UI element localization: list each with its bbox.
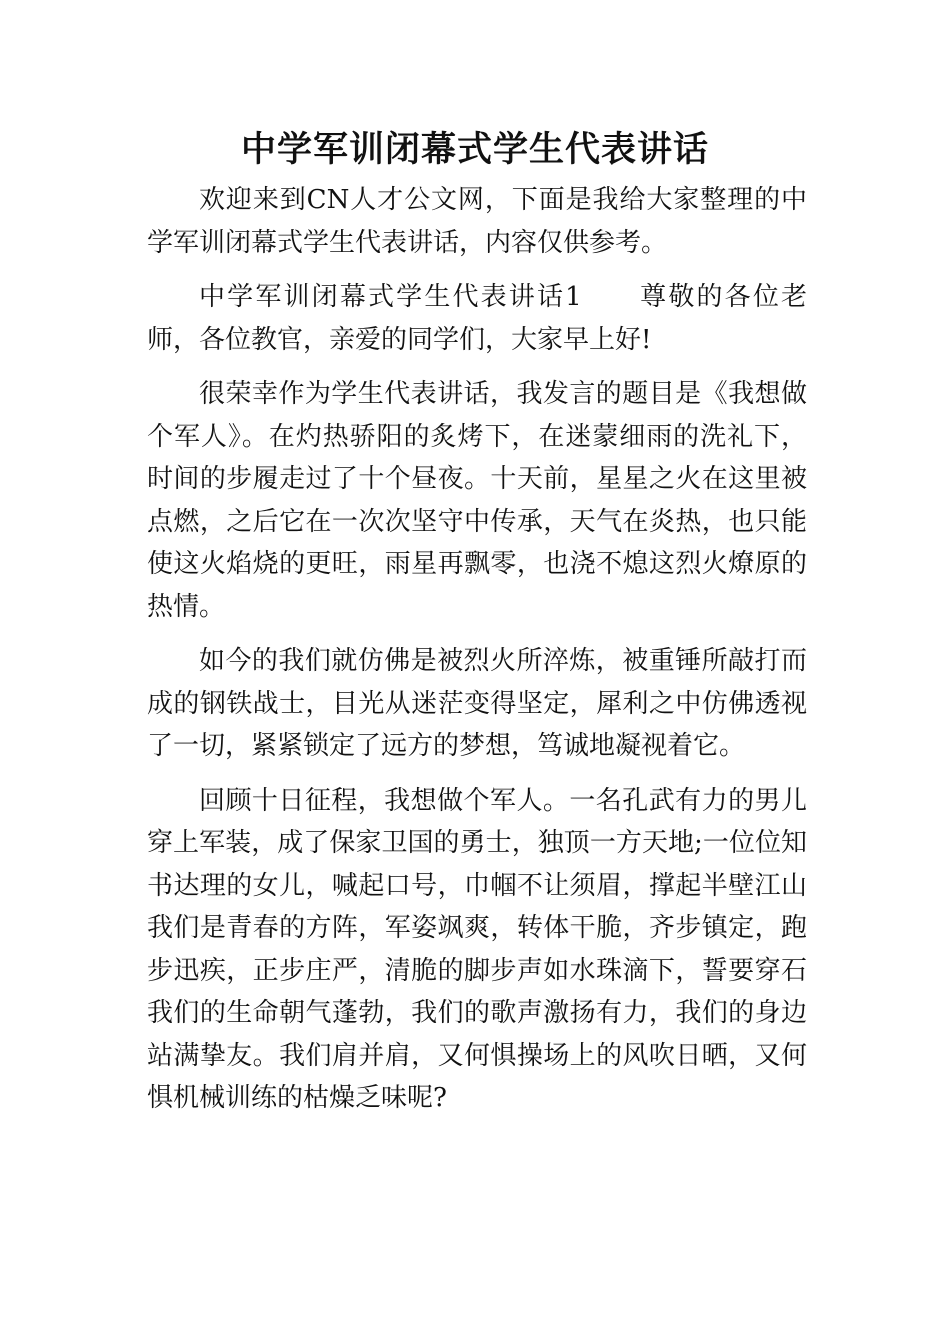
paragraph-body-1: 很荣幸作为学生代表讲话，我发言的题目是《我想做个军人》。在灼热骄阳的炙烤下，在迷蒙细雨的洗礼下，时间的步履走过了十个昼夜。十天前，星星之火在这里被点燃，之后它在一次次坚守中传承，天气在炎热，也只能使这火焰烧的更旺，雨星再飘零，也浇不熄这烈火燎原的热情。 [147,379,807,622]
paragraph-body-3: 回顾十日征程，我想做个军人。一名孔武有力的男儿穿上军装，成了保家卫国的勇士，独顶一方天地;一位位知书达理的女儿，喊起口号，巾帼不让须眉，撑起半壁江山我们是青春的方阵，军姿飒爽，转体干脆，齐步镇定，跑步迅疾，正步庄严，清脆的脚步声如水珠滴下，誓要穿石我们的生命朝气蓬勃，我们的歌声激扬有力，我们的身边站满挚友。我们肩并肩，又何惧操场上的风吹日晒，又何惧机械训练的枯燥乏味呢? [147,785,807,1113]
paragraph-greeting: 中学军训闭幕式学生代表讲话1 尊敬的各位老师，各位教官，亲爱的同学们，大家早上好! [147,282,807,355]
paragraph-body-2: 如今的我们就仿佛是被烈火所淬炼，被重锤所敲打而成的钢铁战士，目光从迷茫变得坚定，犀利之中仿佛透视了一切，紧紧锁定了远方的梦想，笃诚地凝视着它。 [147,646,807,761]
document-body [147,179,807,1132]
paragraph-intro: 欢迎来到CN人才公文网，下面是我给大家整理的中学军训闭幕式学生代表讲话，内容仅供参考。 [147,185,807,258]
document-title: 中学军训闭幕式学生代表讲话 [240,130,709,170]
